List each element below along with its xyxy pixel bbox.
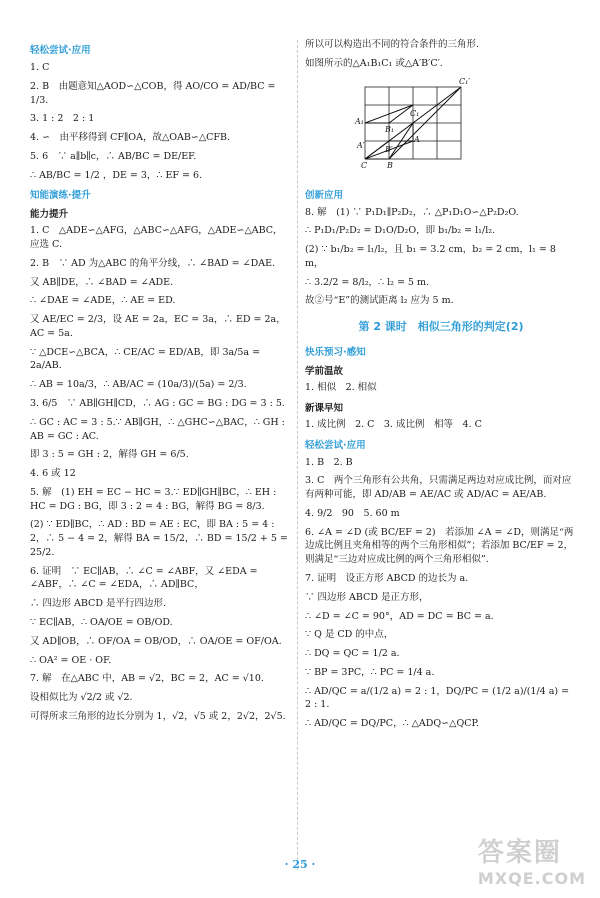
- watermark: [478, 832, 586, 888]
- text-line: ∴ AB/BC = 1/2 ，DE = 3，∴ EF = 6.: [30, 169, 203, 181]
- label-b-prime: B′: [385, 144, 393, 154]
- text-line: ∴ AD/QC = DQ/PC，∴ △ADQ∽△QCP.: [305, 718, 480, 730]
- text-line: 8. 解 (1) ∵ P₁D₁∥P₂D₂，∴ △P₁D₁O∽△P₂D₂O.: [305, 206, 519, 218]
- text-line: ∴ OA² = OE · OF.: [30, 654, 112, 666]
- subsection-heading: 能力提升: [30, 209, 69, 221]
- text-line: 1. C △ADE∽△AFG，△ABC∽△AFG，△ADE∽△ABC，应选 C.: [30, 225, 283, 251]
- text-line: ∴ DQ = QC = 1/2 a.: [305, 648, 400, 660]
- text-line: ∴ AD/QC = a/(1/2 a) = 2 : 1，DQ/PC = (1/2 a)/(1/4 a) = 2 : 1.: [305, 685, 570, 711]
- text-line: (2) ∵ b₁/b₂ = l₁/l₂，且 b₁ = 3.2 cm，b₂ = 2 cm，l₁ = 8 m，: [305, 244, 556, 269]
- text-line: ∴ AB = 10a/3，∴ AB/AC = (10a/3)/(5a) = 2/3.: [30, 379, 247, 391]
- label-a: A: [414, 134, 420, 144]
- text-line: 7. 解 在△ABC 中，AB = √2，BC = 2，AC = √10.: [30, 673, 264, 685]
- text-line: 2. B ∵ AD 为△ABC 的角平分线，∴ ∠BAD = ∠DAE.: [30, 257, 276, 269]
- text-line: 又 AD∥OB，∴ OF/OA = OB/OD，∴ OA/OE = OF/OA.: [30, 635, 282, 647]
- subsection-heading: 新课早知: [305, 402, 344, 414]
- text-line: 1. 成比例 2. C 3. 成比例 相等 4. C: [305, 418, 482, 430]
- text-line: 如图所示的△A₁B₁C₁ 或△A′B′C′.: [305, 57, 443, 69]
- text-line: 4. ∽ 由平移得到 CF∥OA，故△OAB∽△CFB.: [30, 132, 231, 144]
- section-heading: 知能演练·提升: [30, 190, 91, 202]
- text-line: ∴ ∠D = ∠C = 90°，AD = DC = BC = a.: [305, 610, 494, 622]
- text-line: 6. ∠A = ∠D (或 BC/EF = 2) 若添加 ∠A = ∠D，则满足“两边成比例且夹角相等的两个三角形相似”；若添加 BC/EF = 2，则满足“三边对应成比例的两个三角形相似”.: [305, 526, 574, 566]
- text-line: 1. B 2. B: [305, 456, 353, 468]
- label-c: C: [361, 160, 368, 170]
- text-line: 设相似比为 √2/2 或 √2.: [30, 692, 133, 704]
- text-line: 又 AE/EC = 2/3，设 AE = 2a，EC = 3a，∴ ED = 2a，AC = 5a.: [30, 314, 286, 339]
- text-line: 5. 6 ∵ a∥b∥c，∴ AB/BC = DE/EF.: [30, 150, 197, 162]
- text-line: 5. 解 (1) EH = EC − HC = 3.∵ ED∥GH∥BC，∴ EH : HC = DG : BG，即 3 : 2 = 4 : BG，解得 BG = 8/3.: [30, 486, 277, 512]
- text-line: 3. 6/5 ∵ AB∥GH∥CD，∴ AG : GC = BG : DG = 3 : 5.: [30, 398, 285, 410]
- text-line: 4. 6 或 12: [30, 468, 76, 480]
- text-line: ∴ 3.2/2 = 8/l₂，∴ l₂ = 5 m.: [305, 276, 430, 288]
- section-heading: 创新应用: [305, 189, 344, 201]
- text-line: ∴ ∠DAE = ∠ADE，∴ AE = ED.: [30, 295, 176, 307]
- text-line: ∵ EC∥AB，∴ OA/OE = OB/OD.: [30, 616, 173, 628]
- text-line: ∵ Q 是 CD 的中点，: [305, 629, 394, 641]
- label-b: B: [387, 160, 393, 170]
- grid-figure: [355, 76, 475, 175]
- page-number: · 25 ·: [284, 858, 316, 871]
- text-line: 故②号“E”的测试距离 l₂ 应为 5 m.: [305, 295, 454, 307]
- grid-figure-svg: [355, 76, 475, 175]
- label-a-prime: A′: [357, 140, 365, 150]
- lesson-title: 第 2 课时 相似三角形的判定(2): [358, 320, 524, 334]
- text-line: 2. B 由题意知△AOD∽△COB，得 AO/CO = AD/BC = 1/3.: [30, 80, 276, 106]
- text-line: ∵ 四边形 ABCD 是正方形，: [305, 591, 429, 603]
- text-line: ∵ BP = 3PC，∴ PC = 1/4 a.: [305, 666, 435, 678]
- text-line: 7. 证明 设正方形 ABCD 的边长为 a.: [305, 573, 469, 585]
- text-line: ∵ △DCE∽△BCA，∴ CE/AC = ED/AB，即 3a/5a = 2a/AB.: [30, 346, 261, 372]
- text-line: (2) ∵ ED∥BC，∴ AD : BD = AE : EC，即 BA : 5 = 4 : 2，∴ 5 − 4 = 2，解得 BA = 15/2，∴ BD = 15/2 + 5 = 25/2.: [30, 519, 288, 558]
- text-line: ∴ P₁D₁/P₂D₂ = D₁O/D₂O，即 b₁/b₂ = l₁/l₂.: [305, 225, 496, 237]
- text-line: 可得所求三角形的边长分别为 1，√2，√5 或 2，2√2，2√5.: [30, 710, 286, 722]
- text-line: 1. 相似 2. 相似: [305, 382, 377, 394]
- left-column: [30, 38, 292, 729]
- label-a1: A₁: [355, 116, 364, 126]
- section-heading: 轻松尝试·应用: [305, 439, 366, 451]
- text-line: 1. C: [30, 62, 50, 73]
- text-line: 4. 9/2 90 5. 60 m: [305, 507, 400, 519]
- text-line: 所以可以构造出不同的符合条件的三角形.: [305, 39, 480, 50]
- text-line: 6. 证明 ∵ EC∥AB，∴ ∠C = ∠ABF，又 ∠EDA = ∠ABF，∴ ∠C = ∠EDA，∴ AD∥BC，: [30, 565, 258, 591]
- watermark-bottom: MXQE.COM: [477, 869, 586, 888]
- text-line: 即 3 : 5 = GH : 2，解得 GH = 6/5.: [30, 449, 189, 461]
- label-b1: B₁: [385, 124, 395, 134]
- column-divider: [297, 40, 298, 870]
- text-line: 3. 1 : 2 2 : 1: [30, 113, 95, 125]
- label-c1-prime: C₁′: [459, 76, 471, 86]
- watermark-top: 答案圈: [477, 838, 562, 868]
- text-line: 3. C 两个三角形有公共角，只需满足两边对应成比例，而对应有两种可能，即 AD/AB = AE/AC 或 AD/AC = AE/AB.: [305, 475, 572, 501]
- label-c1: C₁: [410, 108, 420, 118]
- right-column: [305, 38, 577, 736]
- text-line: 又 AB∥DE，∴ ∠BAD = ∠ADE.: [30, 276, 174, 288]
- subsection-heading: 学前温故: [305, 366, 344, 378]
- text-line: ∴ GC : AC = 3 : 5.∵ AB∥GH，∴ △GHC∽△BAC，∴ GH : AB = GC : AC.: [30, 416, 285, 442]
- section-heading: 轻松尝试·应用: [30, 45, 91, 56]
- section-heading: 快乐预习·感知: [305, 347, 366, 359]
- text-line: ∴ 四边形 ABCD 是平行四边形.: [30, 598, 166, 610]
